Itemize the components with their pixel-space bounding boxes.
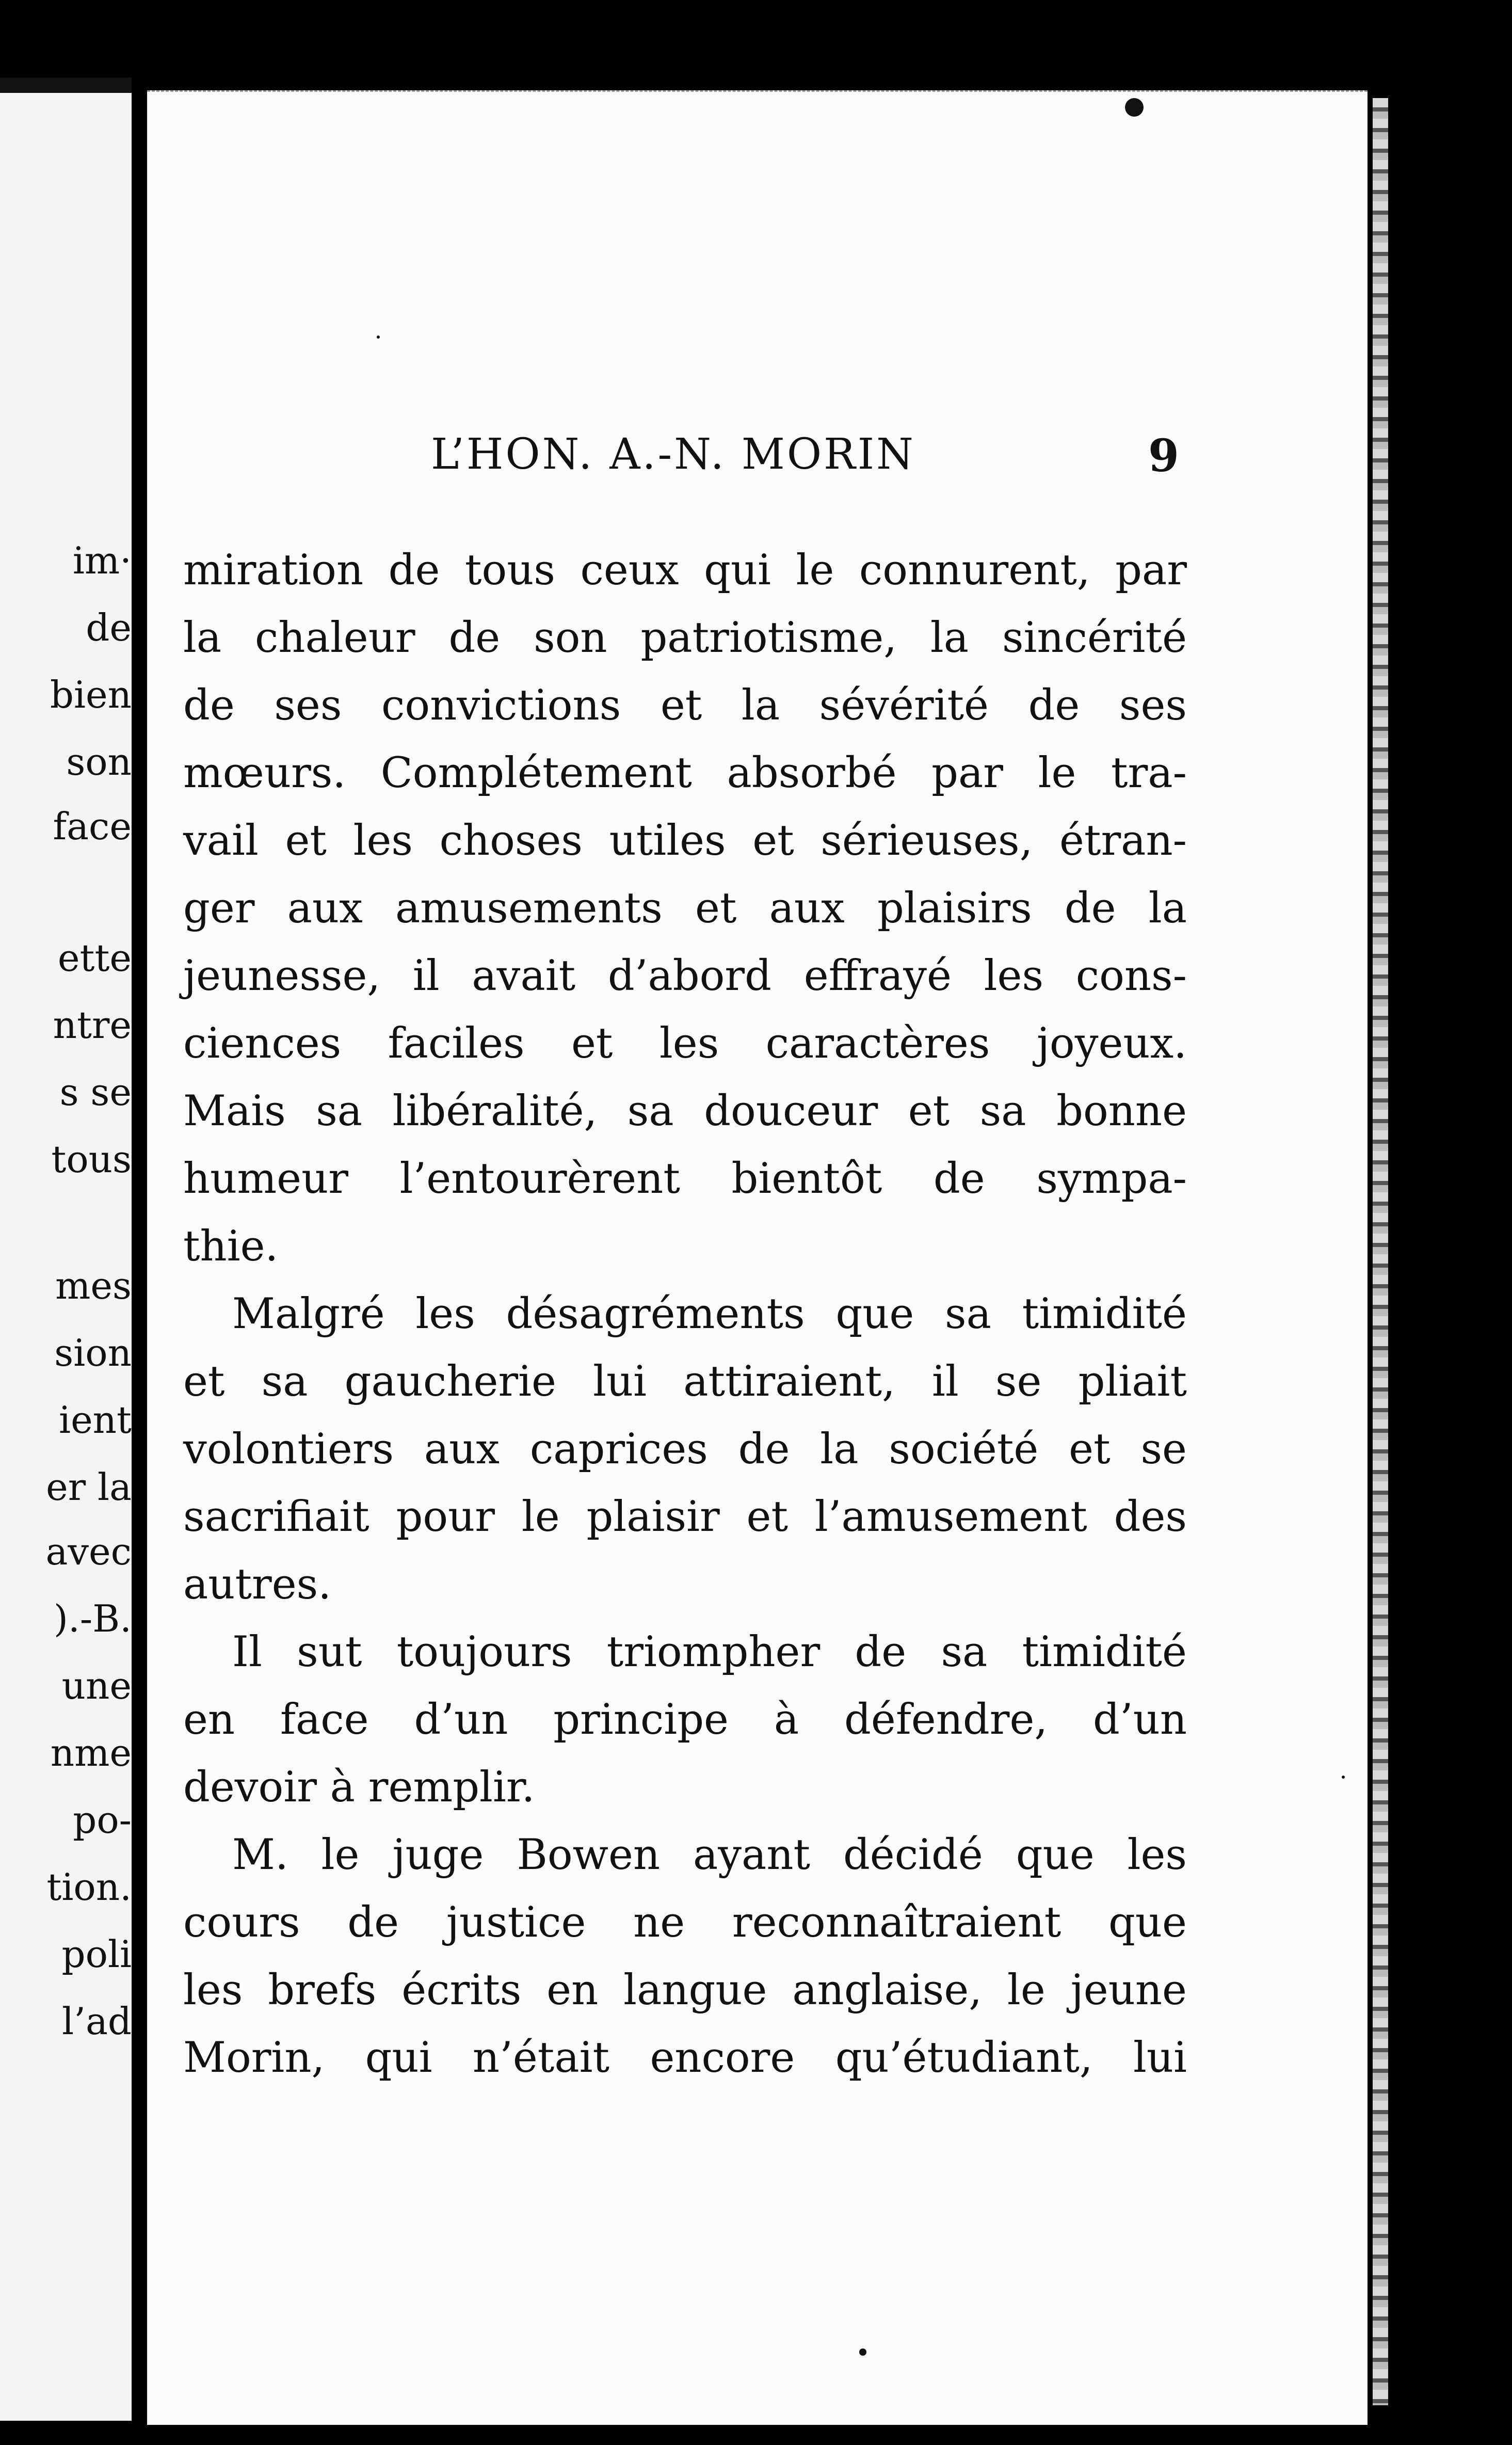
facing-fragment: ient <box>59 1398 132 1442</box>
facing-fragment: poli <box>61 1932 132 1976</box>
page-number: 9 <box>1148 430 1179 482</box>
facing-fragment: po- <box>73 1798 132 1842</box>
ink-speck <box>1125 98 1144 117</box>
text-line: en face d’un principe à défendre, d’un <box>183 1696 1187 1744</box>
text-line: Morin, qui n’était encore qu’étudiant, lui <box>183 2034 1187 2082</box>
text-line: M. le juge Bowen ayant décidé que les <box>232 1831 1187 1879</box>
ink-speck <box>377 335 380 339</box>
text-line: les brefs écrits en langue anglaise, le jeune <box>183 1966 1187 2015</box>
facing-fragment: tous <box>51 1138 132 1181</box>
text-line: de ses convictions et la sévérité de ses <box>183 681 1187 730</box>
ink-speck <box>859 2348 866 2356</box>
facing-fragment: mes <box>55 1264 132 1307</box>
text-line: cours de justice ne reconnaîtraient que <box>183 1898 1187 1947</box>
facing-fragment: im· <box>72 539 132 582</box>
text-line: devoir à remplir. <box>183 1763 535 1812</box>
running-title: L’HON. A.-N. MORIN <box>431 430 915 479</box>
facing-fragment: bien <box>50 673 132 716</box>
text-line: vail et les choses utiles et sérieuses, étran- <box>183 817 1187 865</box>
facing-fragment: s se <box>59 1070 132 1114</box>
text-line: humeur l’entourèrent bientôt de sympa- <box>183 1155 1187 1203</box>
text-line: et sa gaucherie lui attiraient, il se pliait <box>183 1357 1187 1406</box>
facing-fragment: avec <box>45 1530 132 1573</box>
facing-fragment: tion. <box>46 1865 132 1909</box>
facing-fragment: ).-B. <box>53 1597 132 1640</box>
facing-page-edge <box>0 77 132 93</box>
facing-fragment: sion <box>54 1331 132 1375</box>
facing-fragment: ntre <box>53 1003 132 1047</box>
facing-fragment: son <box>66 740 132 784</box>
text-line: sacrifiait pour le plaisir et l’amusement des <box>183 1493 1187 1541</box>
book-spine <box>132 70 147 2444</box>
text-line: Mais sa libéralité, sa douceur et sa bonne <box>183 1087 1187 1136</box>
facing-fragment: une <box>61 1664 132 1707</box>
facing-fragment: er la <box>46 1465 132 1509</box>
text-line: miration de tous ceux qui le connurent, par <box>183 546 1187 595</box>
text-line: thie. <box>183 1222 279 1271</box>
text-line: Malgré les désagréments que sa timidité <box>232 1290 1187 1338</box>
facing-fragment: nme <box>50 1731 132 1775</box>
text-line: ger aux amusements et aux plaisirs de la <box>183 884 1187 933</box>
text-line: volontiers aux caprices de la société et se <box>183 1425 1187 1474</box>
text-line: la chaleur de son patriotisme, la sincérité <box>183 614 1187 662</box>
text-line: mœurs. Complétement absorbé par le tra- <box>183 749 1187 797</box>
facing-fragment: de <box>86 606 132 649</box>
facing-fragment: l’ad <box>62 2000 132 2043</box>
page-stack-edge <box>1373 98 1388 2405</box>
scan-top-border <box>0 0 1512 70</box>
text-line: jeunesse, il avait d’abord effrayé les cons- <box>183 952 1187 1000</box>
facing-fragment: face <box>53 805 132 848</box>
text-line: autres. <box>183 1560 331 1609</box>
facing-fragment: ette <box>57 936 132 980</box>
text-line: Il sut toujours triompher de sa timidité <box>232 1628 1187 1676</box>
facing-page <box>0 77 132 2421</box>
body-text <box>183 537 1187 2092</box>
ink-speck <box>1342 1776 1345 1779</box>
text-line: ciences faciles et les caractères joyeux. <box>183 1019 1187 1068</box>
scan-right-border <box>1368 77 1512 2445</box>
